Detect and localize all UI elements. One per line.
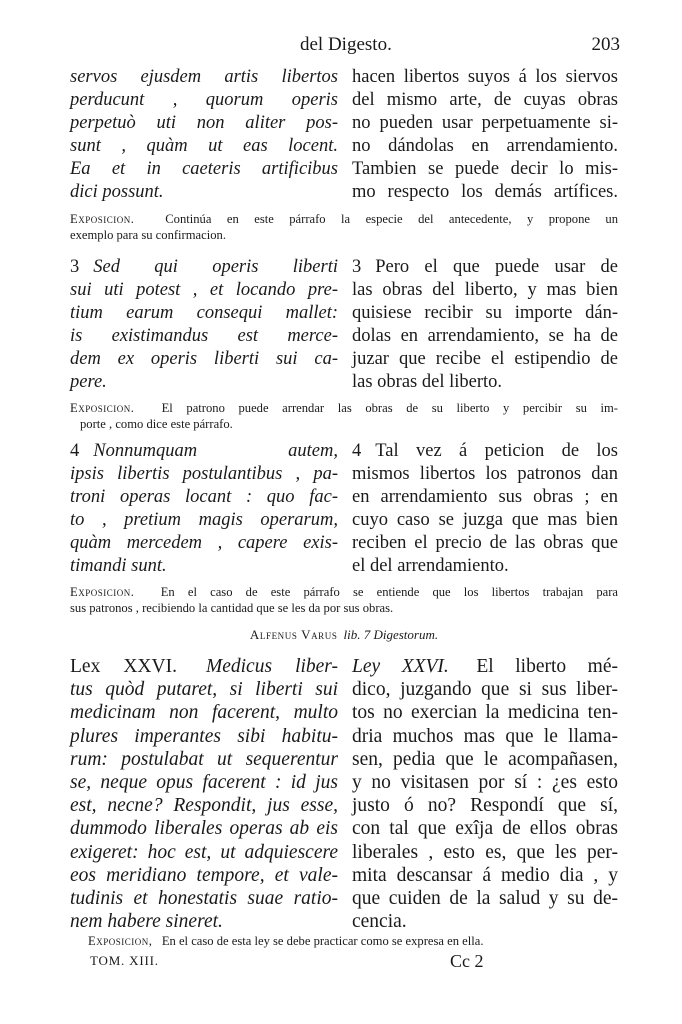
paragraph-number: 4 <box>70 441 80 461</box>
text-line <box>70 655 338 678</box>
paragraph-number: 3 <box>352 257 362 277</box>
text-line <box>70 256 338 279</box>
text-line: est, necne? Respondit, jus esse, <box>70 795 338 817</box>
exposition-2 <box>70 400 618 432</box>
text-line: sen, pedia que le acompañasen, <box>352 748 618 770</box>
exposition-line <box>70 211 618 227</box>
exposition-text: El patrono puede arrendar las obras de su liberto y percibir su im- <box>161 401 619 415</box>
exposition-line: porte , como dice este párrafo. <box>80 417 233 431</box>
exposition-line <box>70 584 618 600</box>
section-2 <box>70 256 618 396</box>
text-line: liberales , esto es, que les per- <box>352 841 618 863</box>
law-heading: Ley XXVI. <box>352 656 449 677</box>
text-line <box>70 440 338 463</box>
text-line: se, neque opus facerent : id jus <box>70 772 338 794</box>
text-line: quisiese recibir su importe dán- <box>352 303 618 323</box>
paragraph-number: 3 <box>70 257 80 277</box>
text-line: hacen libertos suyos á los siervos <box>352 67 618 87</box>
text-fragment: Tal vez á peticion de los <box>375 441 618 461</box>
text-line: to , pretium magis operarum, <box>70 510 338 530</box>
text-line: timandi sunt. <box>70 556 167 576</box>
text-line: perpetuò uti non aliter pos- <box>70 113 338 133</box>
exposition-text: En el caso de esta ley se debe practicar como se expresa en ella. <box>161 934 484 948</box>
text-line: cencia. <box>352 911 407 933</box>
section-4 <box>70 655 618 935</box>
text-line: eos meridiano tempore, et vale- <box>70 864 338 886</box>
source-author: Alfenus Varus <box>249 627 338 642</box>
volume-mark: TOM. XIII. <box>90 953 159 968</box>
text-line: sunt , quàm ut eas locent. <box>70 136 338 156</box>
text-line: no dándolas en arrendamiento. <box>352 136 618 156</box>
exposition-1 <box>70 211 618 243</box>
spanish-column <box>352 66 618 204</box>
exposition-label: Exposicion. <box>70 585 135 599</box>
text-line: dria muchos mas que le llama- <box>352 725 618 747</box>
text-line: dico, juzgando que si sus liber- <box>352 679 618 701</box>
text-line <box>352 655 618 678</box>
text-line: no pueden usar perpetuamente si- <box>352 113 618 133</box>
exposition-line <box>88 933 608 949</box>
text-line: con tal que exîja de ellos obras <box>352 818 618 840</box>
text-line: el del arrendamiento. <box>352 556 509 576</box>
text-line <box>352 440 618 463</box>
text-fragment: Sed qui operis liberti <box>93 257 338 277</box>
law-heading: Lex XXVI. <box>70 656 177 677</box>
text-line: rum: postulabat ut sequerentur <box>70 748 338 770</box>
text-line: cuyo caso se juzga que mas bien <box>352 510 618 530</box>
text-fragment: Nonnumquam autem, <box>93 441 338 461</box>
exposition-3 <box>70 584 618 616</box>
latin-column <box>70 440 338 578</box>
text-line: del mismo arte, de cuyas obras <box>352 90 618 110</box>
text-line: las obras del liberto, y mas bien <box>352 280 618 300</box>
text-line: medicinam non facerent, multo <box>70 702 338 724</box>
exposition-4 <box>88 933 608 949</box>
text-line: dummodo liberales operas ab eis <box>70 818 338 840</box>
spanish-column <box>352 256 618 394</box>
exposition-label: Exposicion. <box>70 401 135 415</box>
spanish-column <box>352 655 618 933</box>
latin-column <box>70 655 338 933</box>
text-line: perducunt , quorum operis <box>70 90 338 110</box>
text-line: plures imperantes sibi habitu- <box>70 725 338 747</box>
page-header <box>70 34 620 60</box>
text-line: dici possunt. <box>70 182 164 202</box>
text-line: tos no exercian la medicina ten- <box>352 702 618 724</box>
exposition-label: Exposicion. <box>70 212 135 226</box>
text-fragment: Pero el que puede usar de <box>375 257 618 277</box>
text-line: is existimandus est merce- <box>70 326 338 346</box>
text-line: exigeret: hoc est, ut adquiescere <box>70 841 338 863</box>
text-line: mo respecto los demás artífices. <box>352 182 618 202</box>
text-line: quàm mercedem , capere exis- <box>70 533 338 553</box>
text-line: juzar que recibe el estipendio de <box>352 349 618 369</box>
text-line: pere. <box>70 372 107 392</box>
section-3 <box>70 440 618 580</box>
text-line: que cuiden de la salud y su de- <box>352 888 618 910</box>
text-line: dolas en arrendamiento, se ha de <box>352 326 618 346</box>
text-line: mismos libertos los patronos dan <box>352 464 618 484</box>
text-line: reciben el precio de las obras que <box>352 533 618 553</box>
exposition-text: En el caso de este párrafo se entiende que los libertos trabajan para <box>160 585 619 599</box>
running-title: del Digesto. <box>300 34 392 55</box>
text-fragment: El liberto mé- <box>476 656 618 677</box>
text-line <box>352 256 618 279</box>
page-number: 203 <box>591 34 620 55</box>
text-line: servos ejusdem artis libertos <box>70 67 338 87</box>
text-line: ipsis libertis postulantibus , pa- <box>70 464 338 484</box>
text-line: tudinis et honestatis suae ratio- <box>70 888 338 910</box>
text-line: mita descansar á medio dia , y <box>352 864 618 886</box>
text-line: las obras del liberto. <box>352 372 503 392</box>
source-reference: lib. 7 Digestorum. <box>343 627 439 642</box>
exposition-line <box>70 400 618 416</box>
exposition-line: exemplo para su confirmacion. <box>70 228 226 242</box>
text-line: Ea et in caeteris artificibus <box>70 159 338 179</box>
text-line: justo ó no? Respondí que sí, <box>352 795 618 817</box>
spanish-column <box>352 440 618 578</box>
exposition-text: Continúa en este párrafo la especie del antecedente, y propone un <box>165 212 619 226</box>
text-line: en arrendamiento sus obras ; en <box>352 487 618 507</box>
latin-column <box>70 66 338 204</box>
source-citation <box>70 627 618 643</box>
latin-column <box>70 256 338 394</box>
text-line: sui uti potest , et locando pre- <box>70 280 338 300</box>
text-line: tus quòd putaret, si liberti sui <box>70 679 338 701</box>
text-line: y no visitasen por sí : ¿es esto <box>352 772 618 794</box>
text-line: tium earum consequi mallet: <box>70 303 338 323</box>
section-1 <box>70 66 618 206</box>
exposition-line: sus patronos , recibiendo la cantidad que se les da por sus obras. <box>70 601 394 615</box>
signature-mark: Cc 2 <box>450 951 484 971</box>
paragraph-number: 4 <box>352 441 362 461</box>
text-fragment: Medicus liber- <box>205 656 338 677</box>
text-line: Tambien se puede decir lo mis- <box>352 159 618 179</box>
text-line: dem ex operis liberti sui ca- <box>70 349 338 369</box>
text-line: troni operas locant : quo fac- <box>70 487 338 507</box>
text-line: nem habere sineret. <box>70 911 223 933</box>
exposition-label: Exposicion, <box>88 934 153 948</box>
